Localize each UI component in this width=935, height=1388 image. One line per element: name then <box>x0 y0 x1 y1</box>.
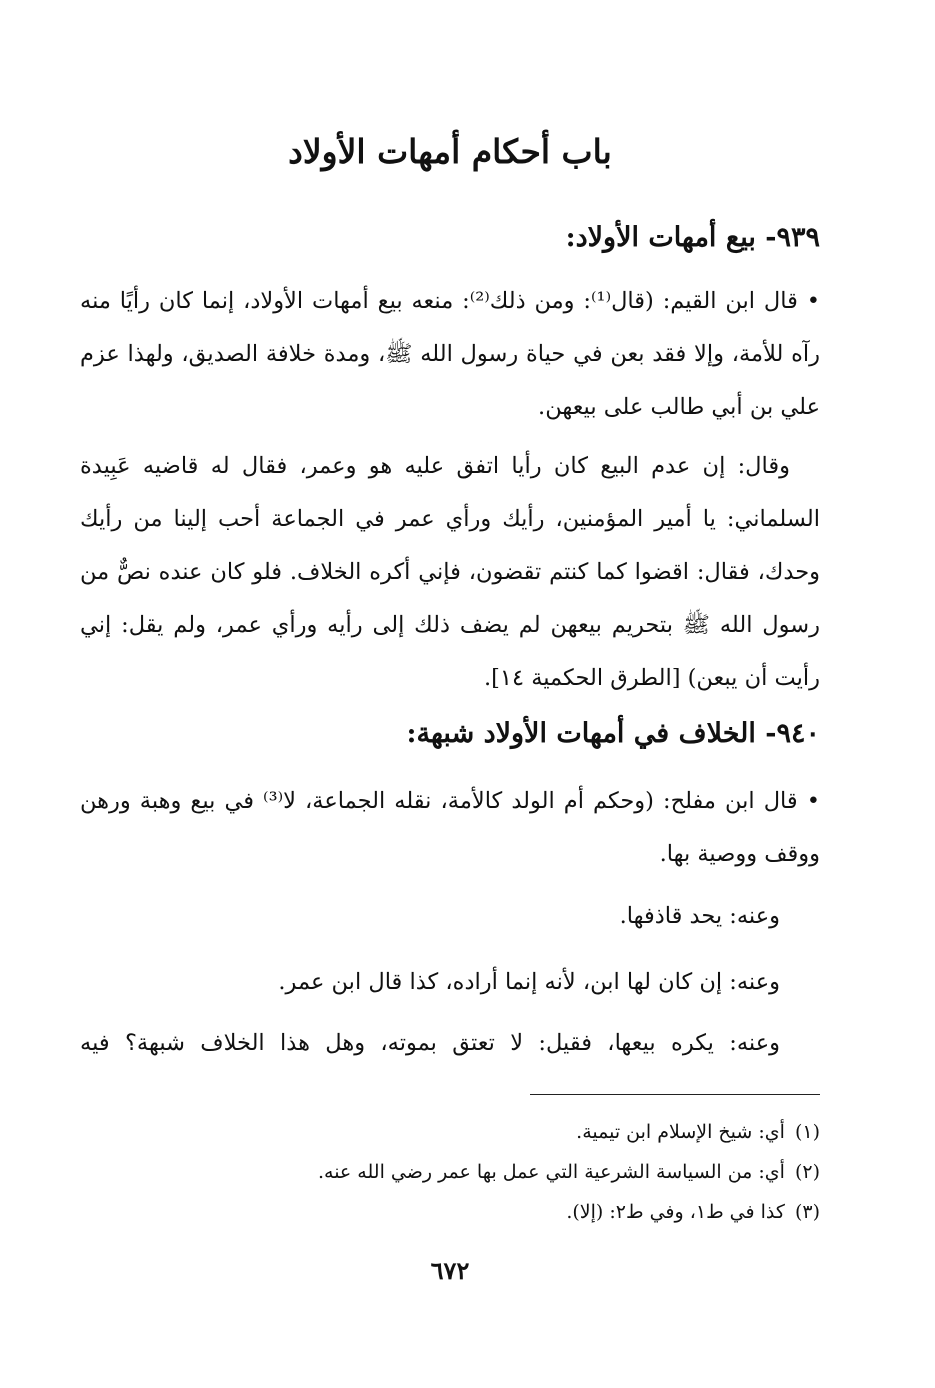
footnote-text: أي: من السياسة الشرعية التي عمل بها عمر رضي الله عنه. <box>317 1161 785 1183</box>
footnote-text: أي: شيخ الإسلام ابن تيمية. <box>576 1121 785 1143</box>
footnote-number: (٣) <box>794 1201 820 1223</box>
footnote-text: كذا في ط١، وفي ط٢: (إلا). <box>566 1201 785 1223</box>
paragraph-wa-qal: وقال: إن عدم البيع كان رأيا اتفق عليه هو وعمر، فقال له قاضيه عَبِيدة السلماني: يا أمير المؤمنين، رأيك ورأي عمر في الجماعة أحب إلينا من رأيك وحدك، فقال: اقضوا كما كنتم تقضون، فإني أكره الخلاف. فلو كان عنده نصٌّ من رسول الله ﷺ بتحريم بيعهن لم يضف ذلك إلى رأيه ورأي عمر، ولم يقل: إني رأيت أن يبعن) [الطرق الحكمية ١٤]. <box>80 453 820 691</box>
section-heading-940: ٩٤٠- الخلاف في أمهات الأولاد شبهة: <box>406 718 820 749</box>
footnote-divider <box>530 1094 820 1095</box>
footnote-3 <box>80 1197 820 1227</box>
page-number: ٦٧٢ <box>430 1256 470 1285</box>
footnote-1 <box>80 1117 820 1147</box>
footnote-2 <box>80 1157 820 1187</box>
paragraph-ibn-muflih: • قال ابن مفلح: (وحكم أم الولد كالأمة، نقله الجماعة، لا⁽³⁾ في بيع وهبة ورهن ووقف ووصية بها. <box>80 788 820 867</box>
book-page <box>80 0 820 1388</box>
section-heading-939: ٩٣٩- بيع أمهات الأولاد: <box>565 222 820 253</box>
line-wa-anhu-2: وعنه: إن كان لها ابن، لأنه إنما أراده، كذا قال ابن عمر. <box>278 969 780 995</box>
paragraph-ibn-qayyim: • قال ابن القيم: (قال⁽¹⁾: ومن ذلك⁽²⁾: منعه بيع أمهات الأولاد، إنما كان رأيًا منه رآه للأمة، وإلا فقد بعن في حياة رسول الله ﷺ، ومدة خلافة الصديق، ولهذا عزم علي بن أبي طالب على بيعهن. <box>80 288 821 420</box>
line-wa-anhu-1: وعنه: يحد قاذفها. <box>619 903 780 929</box>
chapter-title: باب أحكام أمهات الأولاد <box>288 132 612 171</box>
footnote-number: (٢) <box>794 1161 820 1183</box>
line-wa-anhu-3: وعنه: يكره بيعها، فقيل: لا تعتق بموته، وهل هذا الخلاف شبهة؟ فيه <box>80 1030 780 1056</box>
footnote-number: (١) <box>794 1121 820 1143</box>
